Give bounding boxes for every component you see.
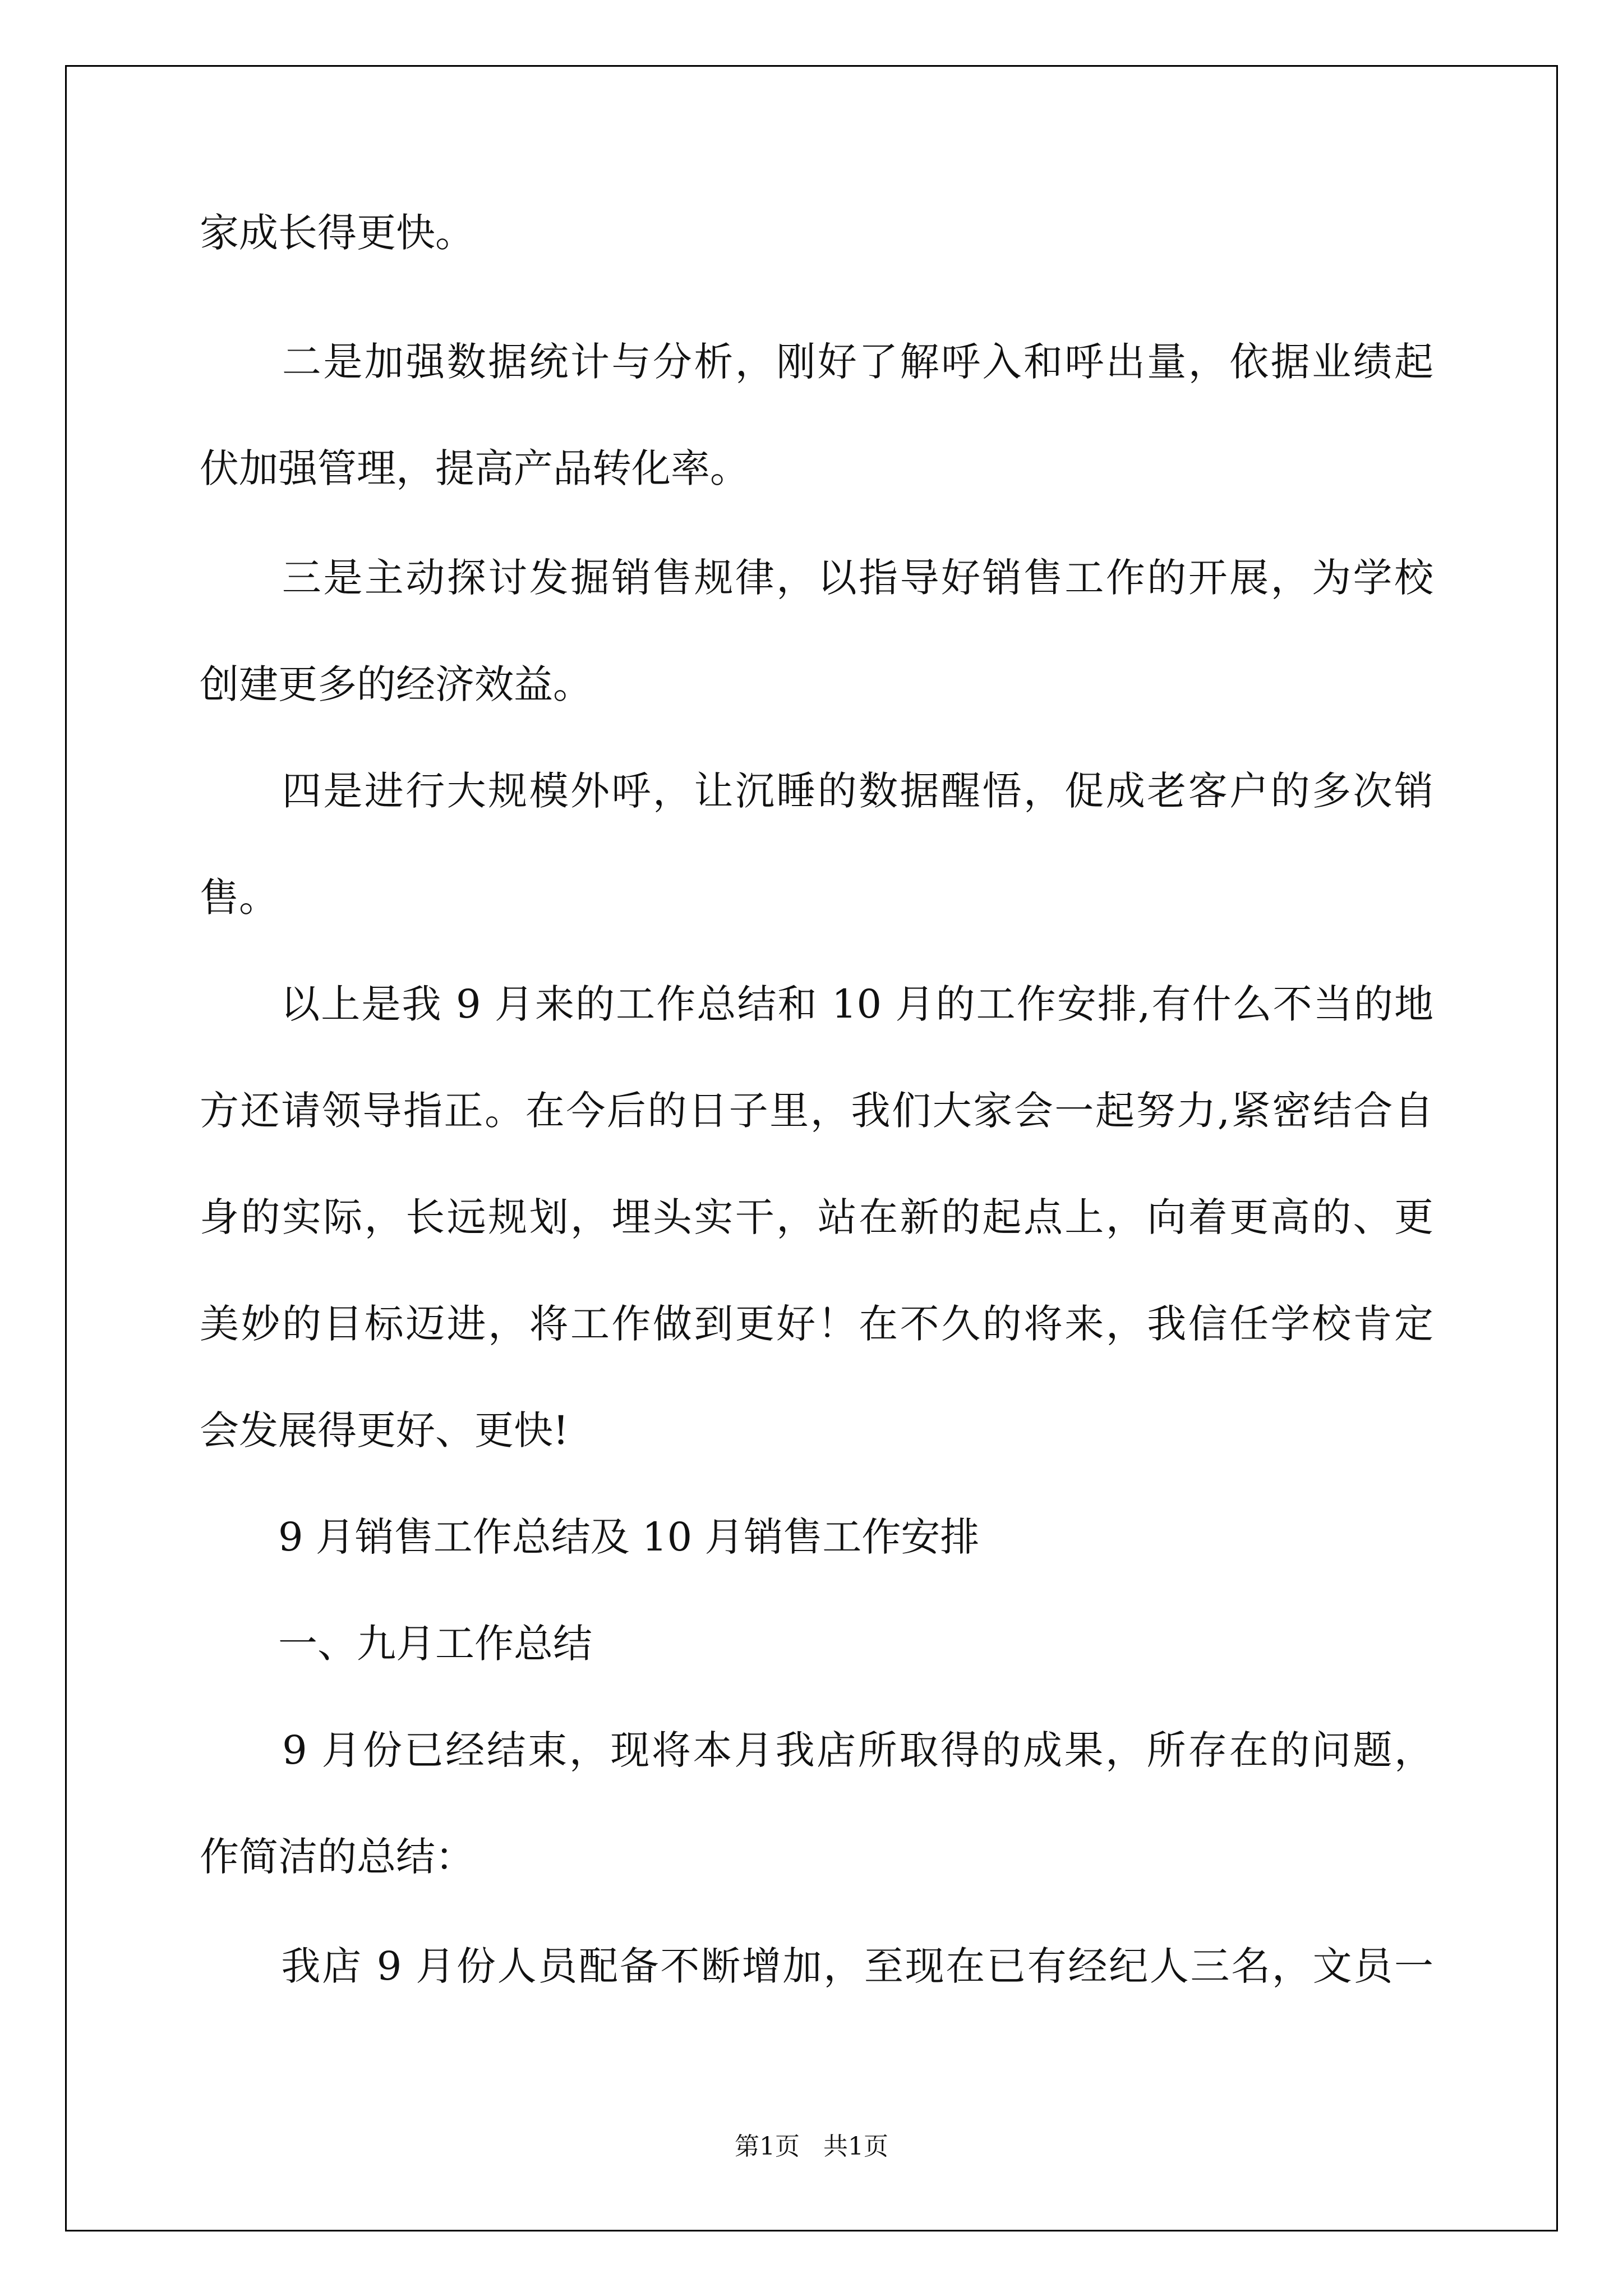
- text-line: 身的实际，长远规划，埋头实干，站在新的起点上，向着更高的、更: [200, 1194, 1433, 1240]
- text-line: 美妙的目标迈进，将工作做到更好！在不久的将来，我信任学校肯定: [200, 1301, 1433, 1347]
- text-line: 我店 9 月份人员配备不断增加，至现在已有经纪人三名，文员一: [200, 1943, 1433, 1989]
- heading: 9 月销售工作总结及 10 月销售工作安排: [200, 1514, 980, 1560]
- text-line: 9 月份已经结束，现将本月我店所取得的成果，所存在的问题，: [200, 1727, 1433, 1773]
- page-footer: 第1页 共1页: [735, 2132, 888, 2161]
- text-line: 作简洁的总结：: [200, 1834, 474, 1880]
- text-line: 售。: [200, 875, 278, 921]
- text-line: 方还请领导指正。在今后的日子里，我们大家会一起努力,紧密结合自: [200, 1088, 1433, 1134]
- text-line: 三是主动探讨发掘销售规律，以指导好销售工作的开展，为学校: [200, 555, 1433, 601]
- page-border: [65, 65, 1558, 2231]
- section-heading: 一、九月工作总结: [200, 1621, 592, 1667]
- text-line: 创建更多的经济效益。: [200, 661, 592, 707]
- text-line: 四是进行大规模外呼，让沉睡的数据醒悟，促成老客户的多次销: [200, 768, 1433, 814]
- text-line: 二是加强数据统计与分析，刚好了解呼入和呼出量，依据业绩起: [200, 339, 1433, 385]
- text-line: 会发展得更好、更快!: [200, 1407, 569, 1453]
- text-line: 以上是我 9 月来的工作总结和 10 月的工作安排,有什么不当的地: [200, 981, 1433, 1027]
- text-line: 伏加强管理，提高产品转化率。: [200, 445, 749, 491]
- text-line: 家成长得更快。: [200, 210, 474, 256]
